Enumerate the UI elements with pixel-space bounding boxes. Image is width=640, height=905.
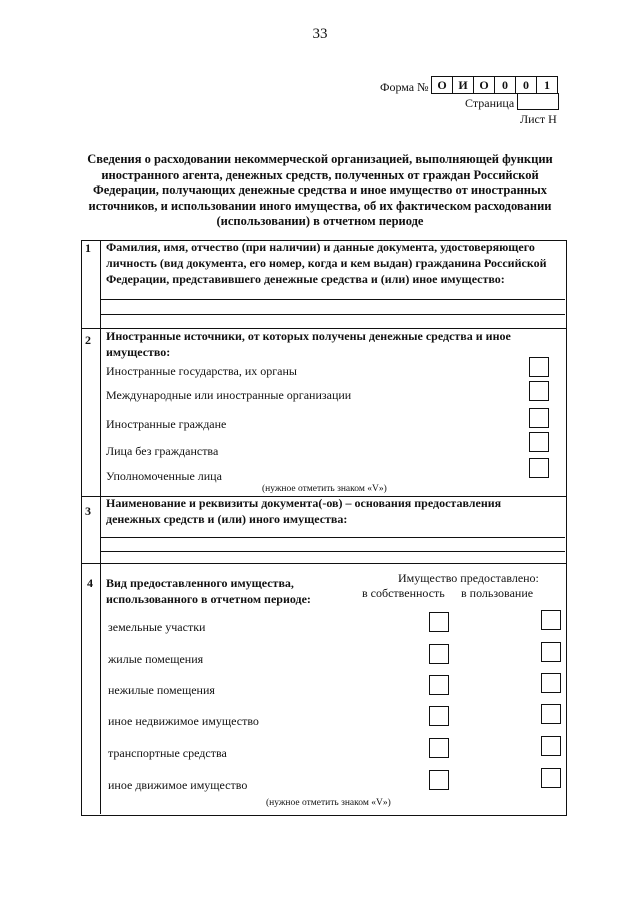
fill-line[interactable]	[100, 314, 565, 315]
property-type-label: транспортные средства	[108, 746, 227, 760]
property-type-label: земельные участки	[108, 620, 206, 634]
mark-note: (нужное отметить знаком «V»)	[266, 798, 391, 808]
form-label: Форма №	[380, 80, 429, 94]
ownership-checkbox[interactable]	[429, 612, 449, 632]
form-code-cell: О	[431, 76, 453, 94]
use-checkbox[interactable]	[541, 610, 561, 630]
ownership-checkbox[interactable]	[429, 738, 449, 758]
section-number: 1	[85, 241, 91, 255]
mark-note: (нужное отметить знаком «V»)	[262, 484, 387, 494]
section-title: Фамилия, имя, отчество (при наличии) и данные документа, удостоверяющего личность (вид документа, его номер, когда и кем выдан) гражданина Российской Федерации, представившего денежные средства и (или) иное имущество:	[106, 240, 547, 286]
option-label: Лица без гражданства	[106, 444, 219, 458]
fill-line[interactable]	[100, 299, 565, 300]
form-code	[432, 76, 558, 94]
ownership-checkbox[interactable]	[429, 706, 449, 726]
option-label: Иностранные граждане	[106, 417, 227, 431]
option-label: Иностранные государства, их органы	[106, 364, 297, 378]
ownership-checkbox[interactable]	[429, 770, 449, 790]
option-label: Международные или иностранные организации	[106, 388, 352, 402]
document-title: Сведения о расходовании некоммерческой организацией, выполняющей функции иностранного агента, денежных средств, полученных от граждан Российской Федерации, получающих денежные средства и иное имущество от иностранных источников, и использовании иного имущества, об их фактическом расходовании (использовании) в отчетном периоде	[87, 152, 553, 228]
section-title: Наименование и реквизиты документа(-ов) – основания предоставления денежных средств и (или) иного имущества:	[106, 496, 502, 526]
form-code-cell: И	[452, 76, 474, 94]
column-header-ownership: в собственность	[362, 586, 445, 600]
page-label: Страница	[465, 96, 515, 110]
form-code-cell: 0	[515, 76, 537, 94]
use-checkbox[interactable]	[541, 736, 561, 756]
fill-line[interactable]	[100, 551, 565, 552]
fill-line[interactable]	[100, 537, 565, 538]
use-checkbox[interactable]	[541, 704, 561, 724]
section-number: 4	[87, 576, 93, 590]
ownership-checkbox[interactable]	[429, 644, 449, 664]
use-checkbox[interactable]	[541, 673, 561, 693]
use-checkbox[interactable]	[541, 642, 561, 662]
page-number: 33	[312, 26, 328, 42]
section-divider	[81, 563, 566, 564]
section-title: Вид предоставленного имущества, использованного в отчетном периоде:	[106, 576, 311, 606]
property-type-label: нежилые помещения	[108, 683, 215, 697]
form-code-cell: О	[473, 76, 495, 94]
form-code-cell: 1	[536, 76, 558, 94]
use-checkbox[interactable]	[541, 768, 561, 788]
section-number: 3	[85, 504, 91, 518]
option-checkbox[interactable]	[529, 458, 549, 478]
property-type-label: жилые помещения	[108, 652, 204, 666]
number-column-divider	[100, 240, 101, 814]
option-checkbox[interactable]	[529, 432, 549, 452]
property-type-label: иное недвижимое имущество	[108, 714, 259, 728]
column-header-use: в пользование	[461, 586, 534, 600]
option-checkbox[interactable]	[529, 408, 549, 428]
property-type-label: иное движимое имущество	[108, 778, 248, 792]
form-table	[81, 240, 567, 816]
column-group-header: Имущество предоставлено:	[398, 571, 539, 585]
option-checkbox[interactable]	[529, 357, 549, 377]
section-title: Иностранные источники, от которых получены денежные средства и иное имущество:	[106, 329, 511, 359]
form-code-cell: 0	[494, 76, 516, 94]
page-field[interactable]	[517, 93, 559, 110]
option-label: Уполномоченные лица	[106, 469, 222, 483]
ownership-checkbox[interactable]	[429, 675, 449, 695]
option-checkbox[interactable]	[529, 381, 549, 401]
section-number: 2	[85, 333, 91, 347]
sheet-label: Лист Н	[520, 112, 557, 126]
